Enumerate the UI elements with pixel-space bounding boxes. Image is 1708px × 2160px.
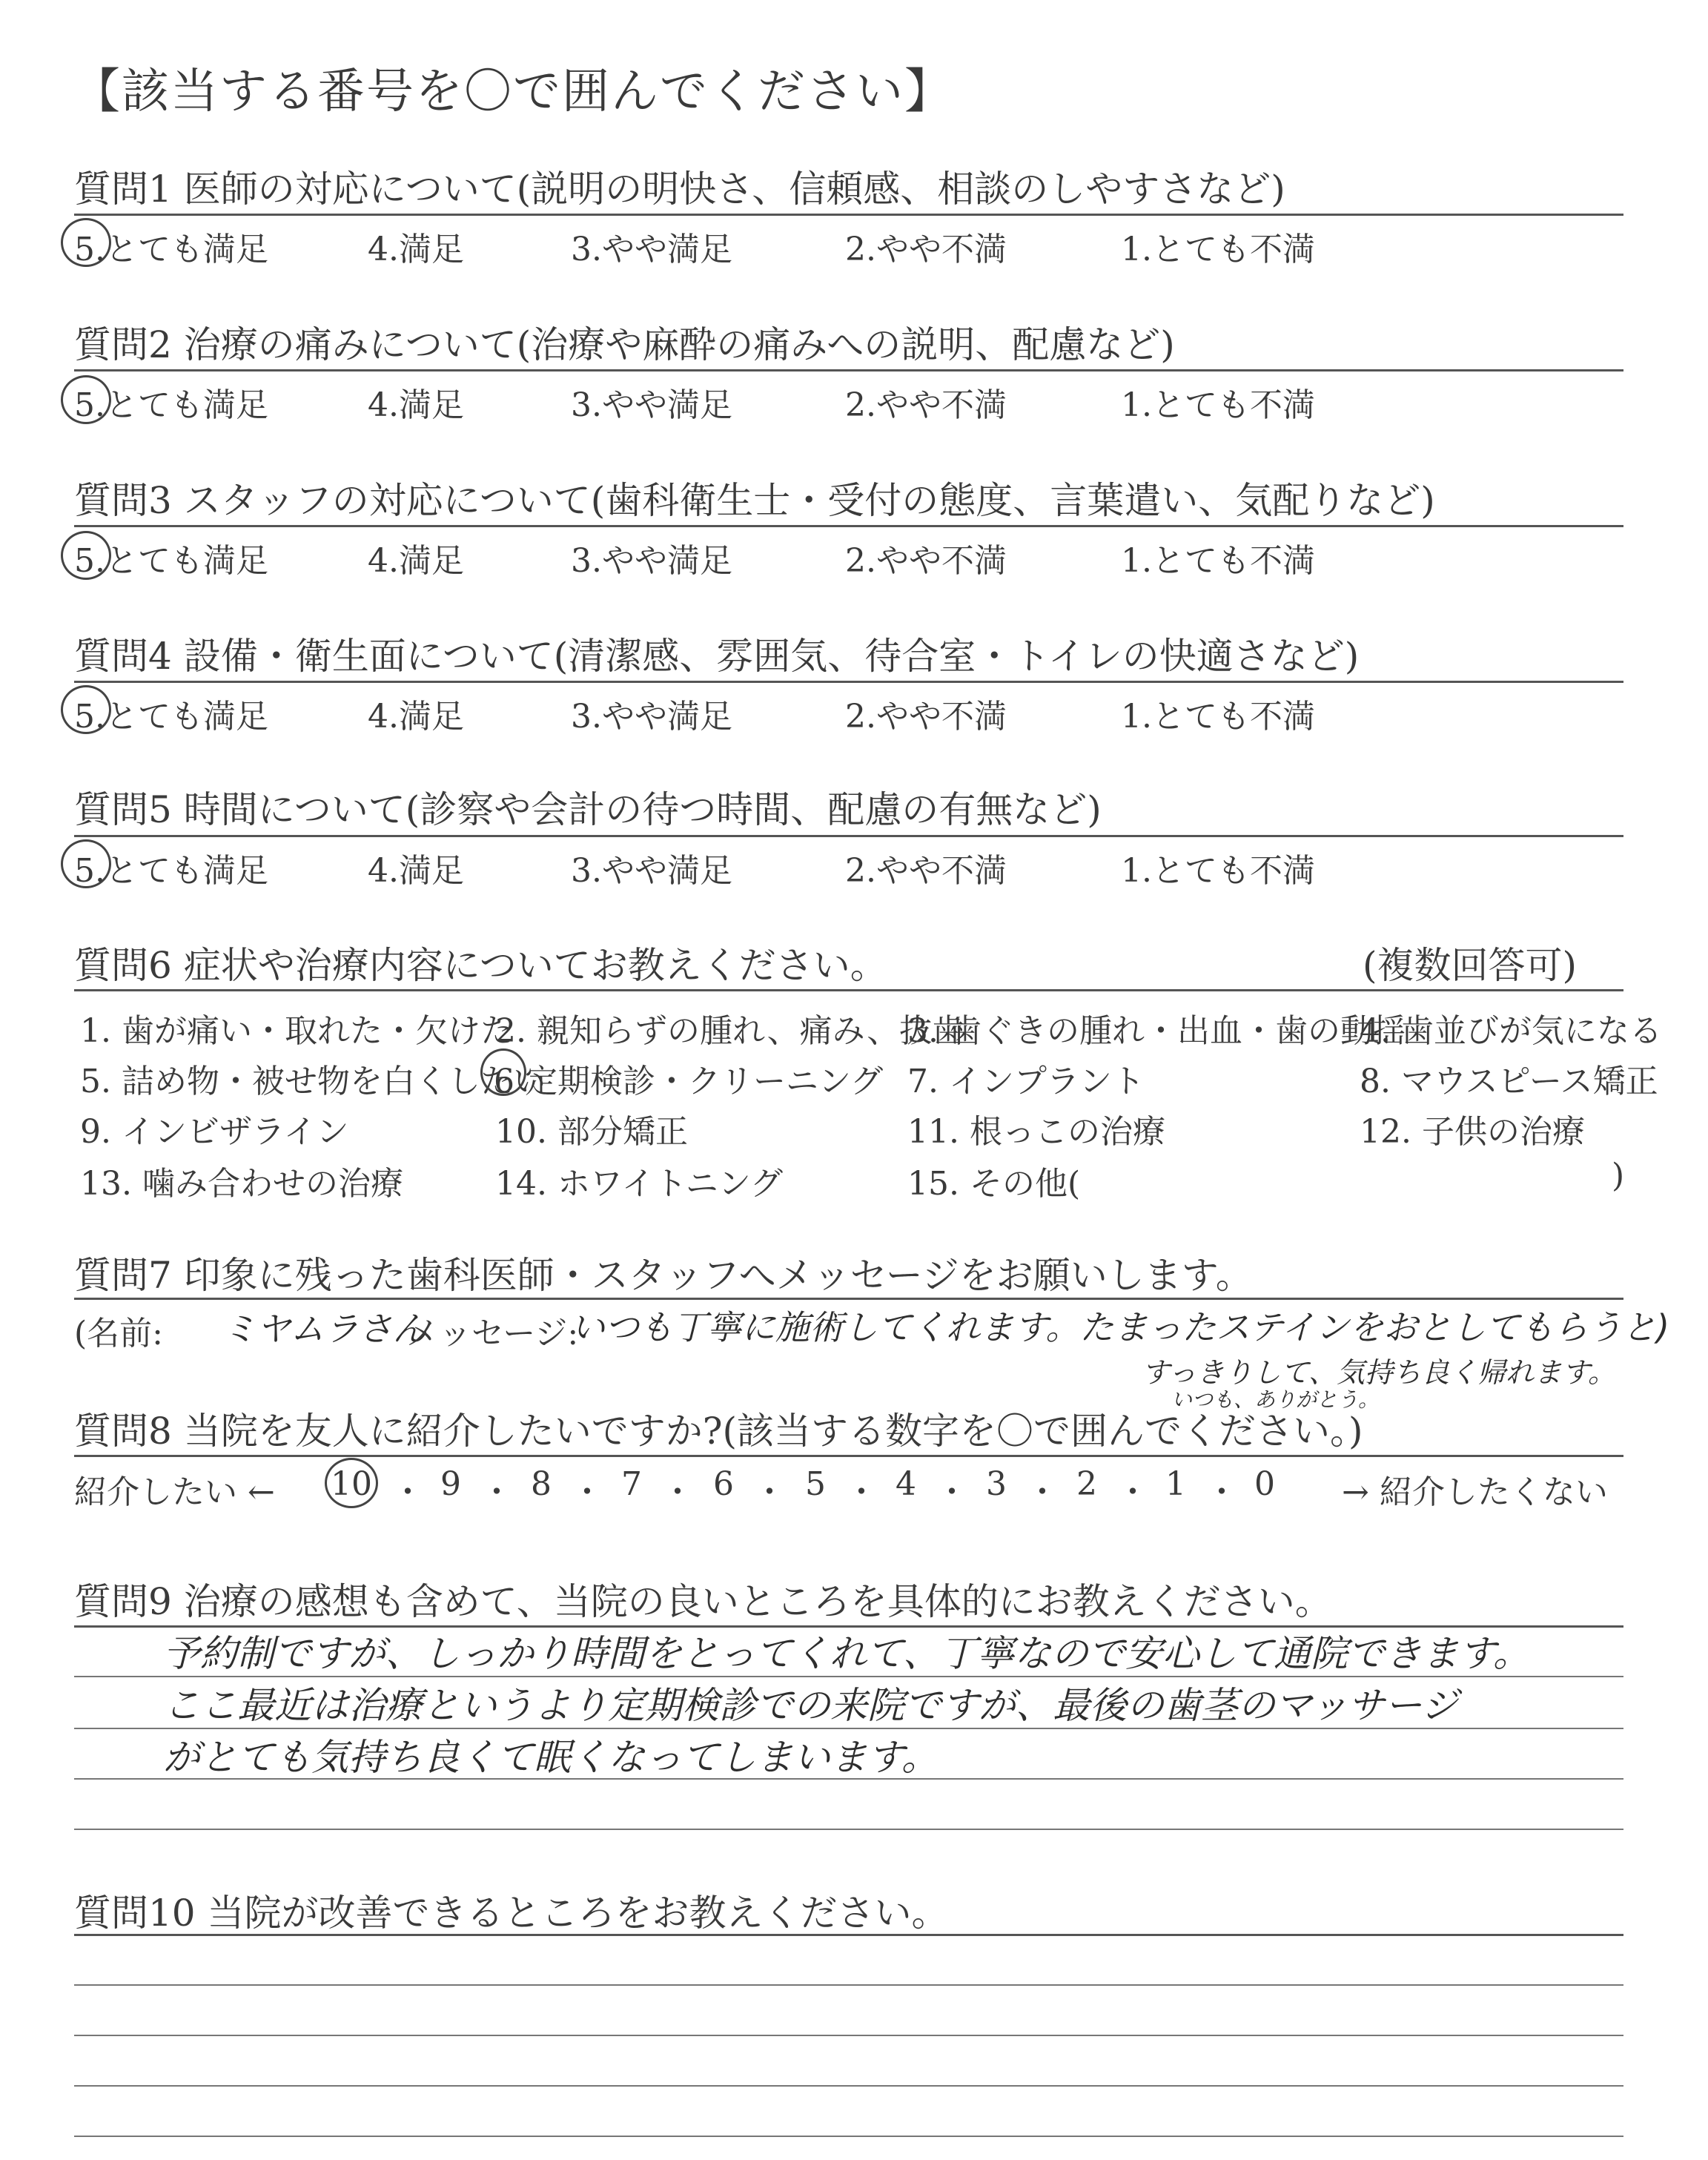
answer-line[interactable]	[74, 1934, 1623, 1936]
treatment-option[interactable]: 4. 歯並びが気になる	[1360, 1012, 1662, 1050]
scale-dot: ・	[1026, 1473, 1059, 1511]
question-7: 質問7 印象に残った歯科医師・スタッフへメッセージをお願いします。	[74, 1254, 1253, 1297]
divider	[74, 681, 1623, 683]
rating-5[interactable]: 5.とても満足	[74, 698, 268, 736]
scale-2[interactable]: 2	[1076, 1465, 1097, 1503]
rating-5[interactable]: 5.とても満足	[74, 542, 268, 580]
scale-8[interactable]: 8	[531, 1465, 552, 1503]
question-9: 質問9 治療の感想も含めて、当院の良いところを具体的にお教えください。	[74, 1580, 1332, 1623]
scale-dot: ・	[845, 1473, 878, 1511]
rating-1[interactable]: 1.とても不満	[1121, 852, 1315, 890]
answer-line[interactable]	[74, 2035, 1623, 2036]
answer-line[interactable]	[74, 1984, 1623, 1986]
question-6-note: (複数回答可)	[1363, 944, 1578, 987]
treatment-option[interactable]: 13. 噛み合わせの治療	[80, 1165, 403, 1203]
scale-10[interactable]: 10	[331, 1465, 372, 1503]
message-line-2[interactable]: すっきりして、気持ち良く帰れます。	[1142, 1356, 1616, 1389]
divider	[74, 1455, 1623, 1457]
rating-4[interactable]: 4.満足	[368, 386, 464, 424]
scale-dot: ・	[936, 1473, 968, 1511]
question-8: 質問8 当院を友人に紹介したいですか?(該当する数字を〇で囲んでください。)	[74, 1410, 1363, 1453]
rating-3[interactable]: 3.やや満足	[571, 698, 732, 736]
rating-1[interactable]: 1.とても不満	[1121, 386, 1315, 424]
answer-line[interactable]	[74, 2085, 1623, 2087]
scale-1[interactable]: 1	[1165, 1465, 1186, 1503]
message-label: メッセージ:	[406, 1315, 579, 1353]
divider	[74, 369, 1623, 371]
scale-5[interactable]: 5	[805, 1465, 826, 1503]
rating-4[interactable]: 4.満足	[368, 542, 464, 580]
page-title: 【該当する番号を〇で囲んでください】	[73, 65, 953, 119]
treatment-option[interactable]: 1. 歯が痛い・取れた・欠けた	[80, 1012, 513, 1050]
rating-2[interactable]: 2.やや不満	[845, 386, 1007, 424]
q9-answer-line-1[interactable]: 予約制ですが、しっかり時間をとってくれて、丁寧なので安心して通院できます。	[163, 1632, 1530, 1675]
scale-3[interactable]: 3	[986, 1465, 1007, 1503]
rating-3[interactable]: 3.やや満足	[571, 542, 732, 580]
question-2: 質問2 治療の痛みについて(治療や麻酔の痛みへの説明、配慮など)	[74, 323, 1175, 366]
rating-3[interactable]: 3.やや満足	[571, 231, 732, 268]
question-3: 質問3 スタッフの対応について(歯科衛生士・受付の態度、言葉遣い、気配りなど)	[74, 479, 1435, 522]
rating-4[interactable]: 4.満足	[368, 231, 464, 268]
question-6: 質問6 症状や治療内容についてお教えください。	[74, 944, 887, 987]
treatment-option[interactable]: 14. ホワイトニング	[495, 1165, 784, 1203]
treatment-option[interactable]: 15. その他(	[907, 1165, 1081, 1203]
treatment-option[interactable]: 7. インプラント	[907, 1063, 1145, 1100]
question-4: 質問4 設備・衛生面について(清潔感、雰囲気、待合室・トイレの快適さなど)	[74, 635, 1360, 678]
scale-right-label: → 紹介したくない	[1342, 1473, 1608, 1511]
rating-4[interactable]: 4.満足	[368, 852, 464, 890]
divider	[74, 989, 1623, 991]
q9-answer-line-2[interactable]: ここ最近は治療というより定期検診での来院ですが、最後の歯茎のマッサージ	[163, 1684, 1458, 1727]
scale-left-label: 紹介したい ←	[74, 1473, 275, 1511]
message-line-3[interactable]: いつも、ありがとう。	[1171, 1387, 1380, 1412]
name-label: (名前:	[74, 1315, 163, 1353]
scale-dot: ・	[661, 1473, 694, 1511]
rating-1[interactable]: 1.とても不満	[1121, 231, 1315, 268]
rating-5[interactable]: 5.とても満足	[74, 231, 268, 268]
divider	[74, 835, 1623, 837]
divider	[74, 525, 1623, 527]
message-line-1[interactable]: いつも丁寧に施術してくれます。たまったステインをおとしてもらうと)	[571, 1307, 1670, 1347]
divider	[74, 1298, 1623, 1300]
treatment-option[interactable]: 9. インビザライン	[80, 1113, 349, 1151]
rating-1[interactable]: 1.とても不満	[1121, 698, 1315, 736]
scale-dot: ・	[480, 1473, 513, 1511]
question-5: 質問5 時間について(診察や会計の待つ時間、配慮の有無など)	[74, 788, 1102, 831]
scale-9[interactable]: 9	[440, 1465, 461, 1503]
question-1: 質問1 医師の対応について(説明の明快さ、信頼感、相談のしやすさなど)	[74, 168, 1285, 211]
treatment-option[interactable]: 8. マウスピース矯正	[1360, 1063, 1658, 1100]
rating-3[interactable]: 3.やや満足	[571, 852, 732, 890]
scale-0[interactable]: 0	[1254, 1465, 1275, 1503]
rating-2[interactable]: 2.やや不満	[845, 231, 1007, 268]
scale-dot: ・	[391, 1473, 424, 1511]
treatment-option[interactable]: 3. 歯ぐきの腫れ・出血・歯の動揺	[907, 1012, 1406, 1050]
q9-answer-line-3[interactable]: がとても気持ち良くて眠くなってしまいます。	[163, 1736, 939, 1779]
scale-dot: ・	[571, 1473, 603, 1511]
rating-2[interactable]: 2.やや不満	[845, 698, 1007, 736]
rating-2[interactable]: 2.やや不満	[845, 852, 1007, 890]
treatment-option[interactable]: 10. 部分矯正	[495, 1113, 688, 1151]
scale-dot: ・	[1116, 1473, 1149, 1511]
treatment-option[interactable]: 2. 親知らずの腫れ、痛み、抜歯	[495, 1012, 965, 1050]
divider	[74, 214, 1623, 216]
question-10: 質問10 当院が改善できるところをお教えください。	[74, 1892, 949, 1935]
answer-line	[74, 1778, 1623, 1780]
treatment-option[interactable]: 12. 子供の治療	[1360, 1113, 1585, 1151]
rating-3[interactable]: 3.やや満足	[571, 386, 732, 424]
scale-dot: ・	[1205, 1473, 1238, 1511]
answer-line[interactable]	[74, 2136, 1623, 2137]
treatment-option[interactable]: 11. 根っこの治療	[907, 1113, 1165, 1151]
scale-6[interactable]: 6	[713, 1465, 734, 1503]
treatment-option[interactable]: 5. 詰め物・被せ物を白くしたい	[80, 1063, 546, 1100]
treatment-other-close: )	[1612, 1157, 1625, 1195]
rating-5[interactable]: 5.とても満足	[74, 386, 268, 424]
scale-dot: ・	[753, 1473, 786, 1511]
rating-1[interactable]: 1.とても不満	[1121, 542, 1315, 580]
rating-5[interactable]: 5.とても満足	[74, 852, 268, 890]
answer-line	[74, 1829, 1623, 1830]
scale-4[interactable]: 4	[896, 1465, 916, 1503]
scale-7[interactable]: 7	[621, 1465, 642, 1503]
rating-2[interactable]: 2.やや不満	[845, 542, 1007, 580]
name-value[interactable]: ミヤムラさん	[222, 1309, 427, 1349]
rating-4[interactable]: 4.満足	[368, 698, 464, 736]
treatment-option[interactable]: 6 定期検診・クリーニング	[494, 1063, 884, 1100]
